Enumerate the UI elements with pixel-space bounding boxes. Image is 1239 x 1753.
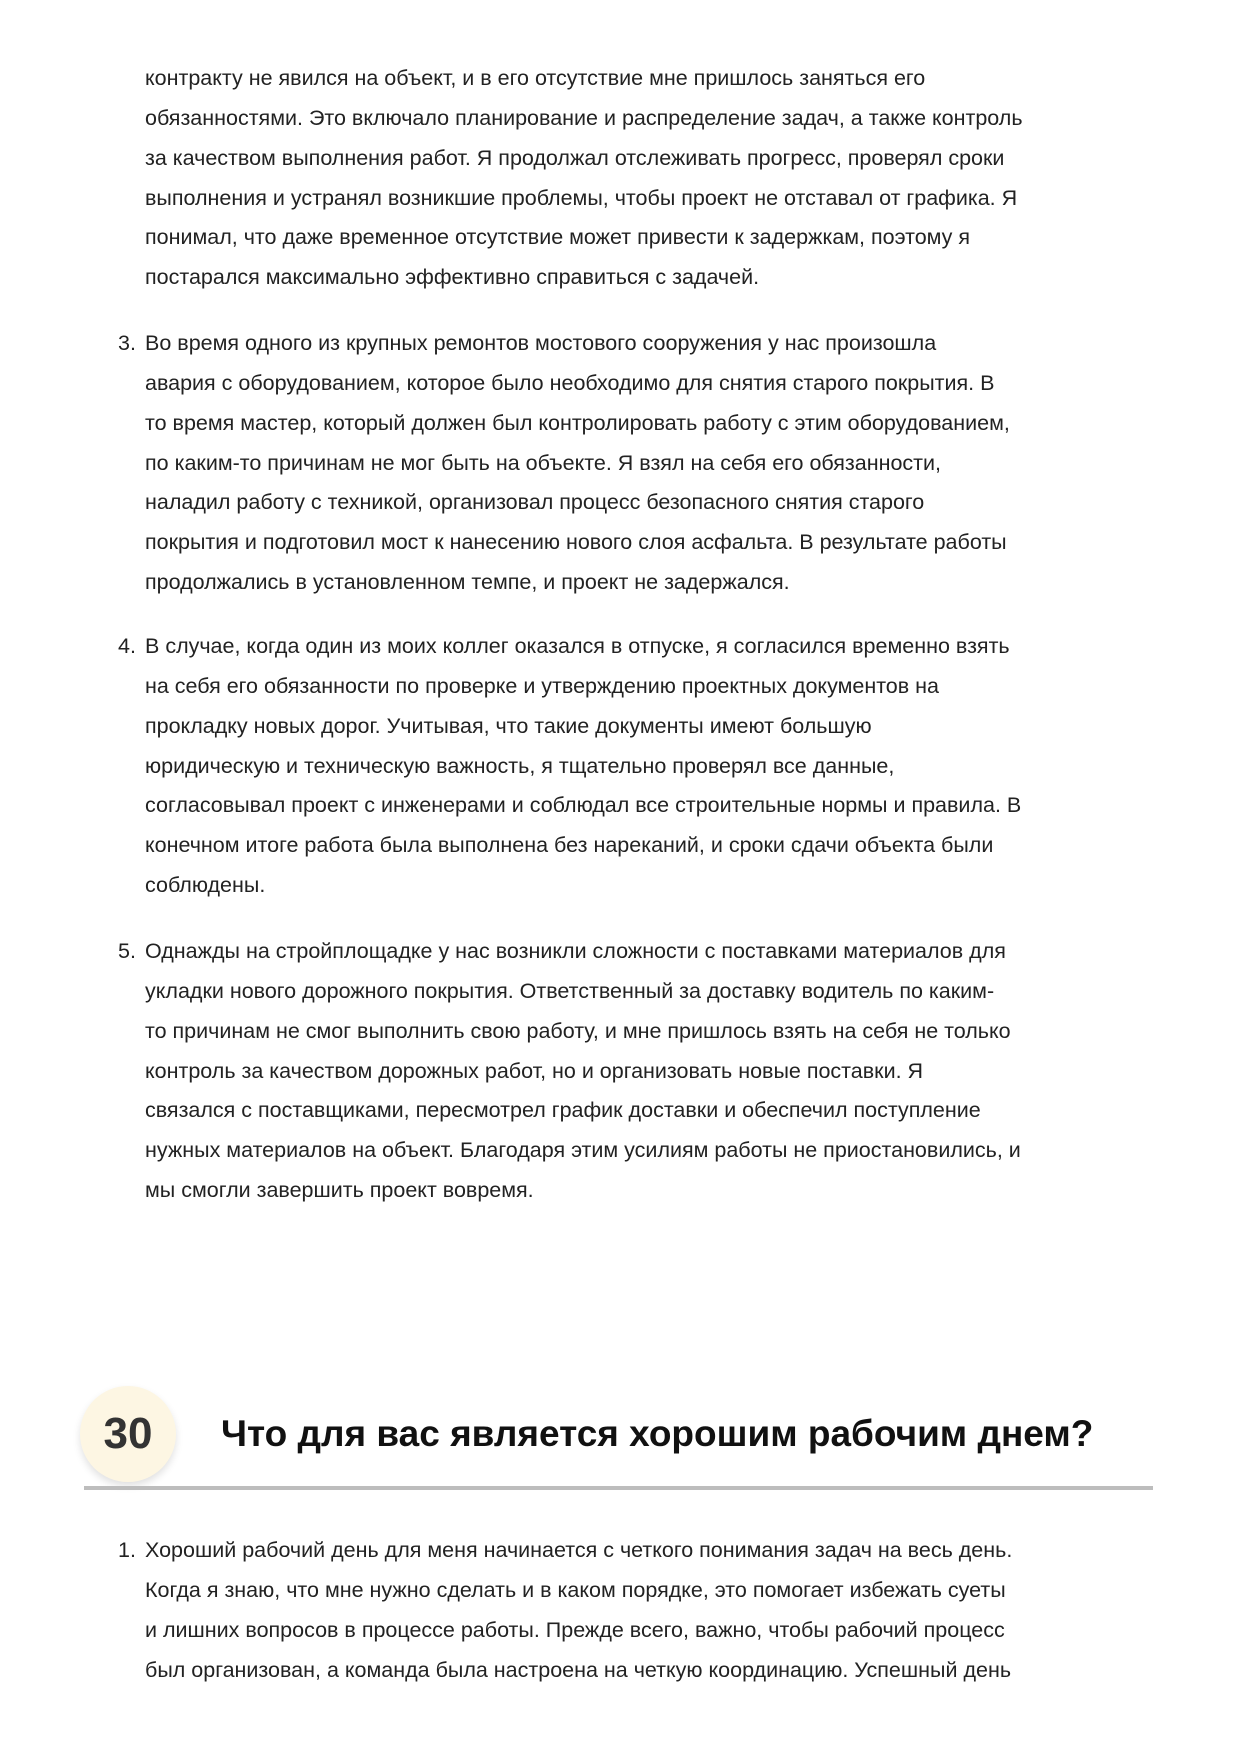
list-number: 1.: [118, 1538, 136, 1562]
list-number: 3.: [118, 331, 136, 355]
text-line: обязанностями. Это включало планирование и распределение задач, а также контроль: [145, 105, 1023, 130]
text-line: понимал, что даже временное отсутствие может привести к задержкам, поэтому я: [145, 225, 971, 250]
list-item-3: [118, 324, 1165, 603]
text-line: нужных материалов на объект. Благодаря этим усилиям работы не приостановились, и: [145, 1138, 1021, 1163]
list-number: 4.: [118, 634, 136, 658]
text-line: согласовывал проект с инженерами и соблюдал все строительные нормы и правила. В: [145, 793, 1022, 818]
text-line: был организован, а команда была настроена на четкую координацию. Успешный день: [145, 1657, 1012, 1682]
text-line: мы смогли завершить проект вовремя.: [145, 1178, 534, 1203]
text-line: за качеством выполнения работ. Я продолжал отслеживать прогресс, проверял сроки: [145, 145, 1005, 170]
text-line: контроль за качеством дорожных работ, но и организовать новые поставки. Я: [145, 1058, 924, 1083]
text-line: контракту не явился на объект, и в его отсутствие мне пришлось заняться его: [145, 66, 926, 90]
text-line: и лишних вопросов в процессе работы. Прежде всего, важно, чтобы рабочий процесс: [145, 1617, 1005, 1642]
list-number: 5.: [118, 939, 136, 963]
text-line: юридическую и техническую важность, я тщательно проверял все данные,: [145, 753, 895, 778]
list-item-5: [118, 932, 1165, 1211]
text-line: связался с поставщиками, пересмотрел график доставки и обеспечил поступление: [145, 1098, 981, 1123]
text-line: В случае, когда один из моих коллег оказался в отпуске, я согласился временно взять: [145, 634, 1010, 658]
text-line: покрытия и подготовил мост к нанесению нового слоя асфальта. В результате работы: [145, 530, 1007, 555]
text-line: выполнения и устранял возникшие проблемы, чтобы проект не отставал от графика. Я: [145, 185, 1018, 210]
list-item-4: [118, 627, 1165, 906]
question-number-badge: 30: [80, 1386, 176, 1482]
text-line: Однажды на стройплощадке у нас возникли сложности с поставками материалов для: [145, 939, 1006, 963]
text-line: Когда я знаю, что мне нужно сделать и в каком порядке, это помогает избежать суеты: [145, 1577, 1006, 1602]
text-line: укладки нового дорожного покрытия. Ответственный за доставку водитель по каким-: [145, 978, 995, 1003]
heading-divider: [84, 1486, 1153, 1490]
continuation-paragraph: [145, 59, 1165, 298]
text-line: постарался максимально эффективно справиться с задачей.: [145, 265, 760, 290]
text-line: на себя его обязанности по проверке и утверждению проектных документов на: [145, 673, 939, 698]
text-line: то причинам не смог выполнить свою работу, и мне пришлось взять на себя не только: [145, 1018, 1011, 1043]
answer-item-1: [118, 1531, 1165, 1690]
text-line: наладил работу с техникой, организовал процесс безопасного снятия старого: [145, 490, 925, 515]
text-line: авария с оборудованием, которое было необходимо для снятия старого покрытия. В: [145, 370, 995, 395]
text-line: по каким-то причинам не мог быть на объекте. Я взял на себя его обязанности,: [145, 450, 941, 475]
text-line: продолжались в установленном темпе, и проект не задержался.: [145, 570, 790, 595]
text-line: соблюдены.: [145, 873, 266, 898]
text-line: Хороший рабочий день для меня начинается с четкого понимания задач на весь день.: [145, 1538, 1013, 1562]
text-line: прокладку новых дорог. Учитывая, что такие документы имеют большую: [145, 713, 872, 738]
question-heading: Что для вас является хорошим рабочим днем?: [221, 1413, 1094, 1454]
text-line: Во время одного из крупных ремонтов мостового сооружения у нас произошла: [145, 331, 937, 355]
text-line: конечном итоге работа была выполнена без нареканий, и сроки сдачи объекта были: [145, 833, 994, 858]
text-line: то время мастер, который должен был контролировать работу с этим оборудованием,: [145, 410, 1010, 435]
